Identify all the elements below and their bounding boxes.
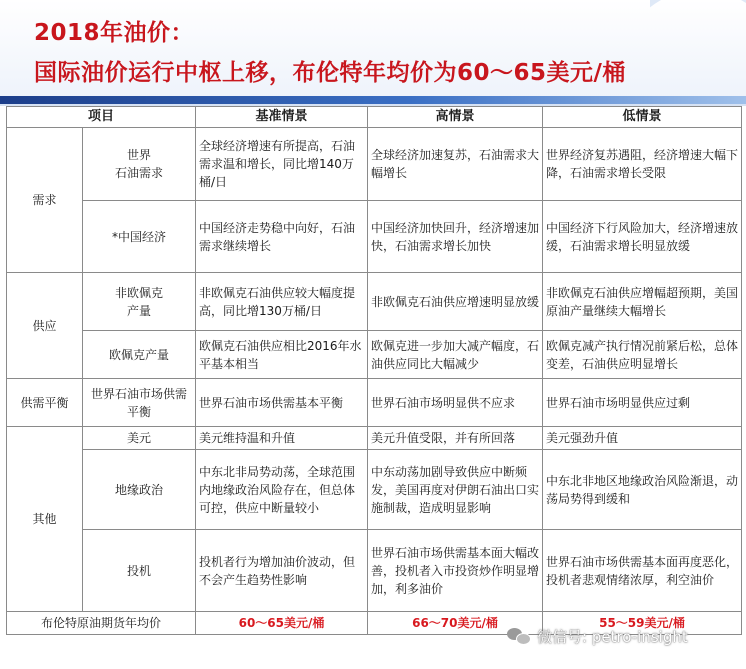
- table-row: [7, 128, 742, 201]
- row-label-china-economy: *中国经济: [83, 201, 196, 273]
- decorative-swoosh: [650, 0, 746, 98]
- row-label-non-opec: 非欧佩克 产量: [83, 273, 196, 331]
- cell-world-demand-low: 世界经济复苏遇阻，经济增速大幅下降，石油需求增长受限: [543, 128, 742, 201]
- group-balance: 供需平衡: [7, 379, 83, 427]
- cell-balance-low: 世界石油市场明显供应过剩: [543, 379, 742, 427]
- cell-china-economy-base: 中国经济走势稳中向好，石油需求继续增长: [196, 201, 368, 273]
- cell-opec-base: 欧佩克石油供应相比2016年水平基本相当: [196, 331, 368, 379]
- table-header-row: [7, 107, 742, 128]
- accent-band: [0, 96, 746, 104]
- footer-label: 布伦特原油期货年均价: [7, 612, 196, 635]
- oil-price-scenario-table: [6, 106, 742, 635]
- header-item: 项目: [7, 107, 196, 128]
- row-label-speculation: 投机: [83, 530, 196, 612]
- cell-non-opec-high: 非欧佩克石油供应增速明显放缓: [368, 273, 543, 331]
- cell-balance-high: 世界石油市场明显供不应求: [368, 379, 543, 427]
- row-label-usd: 美元: [83, 427, 196, 450]
- cell-world-demand-high: 全球经济加速复苏，石油需求大幅增长: [368, 128, 543, 201]
- row-label-opec: 欧佩克产量: [83, 331, 196, 379]
- row-label-balance: 世界石油市场供需平衡: [83, 379, 196, 427]
- header-base: 基准情景: [196, 107, 368, 128]
- row-label-world-demand: 世界 石油需求: [83, 128, 196, 201]
- footer-high-price: 66～70美元/桶: [368, 612, 543, 635]
- cell-world-demand-base: 全球经济增速有所提高，石油需求温和增长，同比增140万桶/日: [196, 128, 368, 201]
- group-supply: 供应: [7, 273, 83, 379]
- page-subtitle: 国际油价运行中枢上移，布伦特年均价为60～65美元/桶: [34, 60, 626, 86]
- cell-usd-base: 美元维持温和升值: [196, 427, 368, 450]
- wechat-icon: [507, 626, 531, 646]
- table-row: [7, 450, 742, 530]
- table-row: [7, 331, 742, 379]
- table-row: [7, 273, 742, 331]
- title-block: [0, 0, 746, 98]
- header-high: 高情景: [368, 107, 543, 128]
- row-label-geopolitics: 地缘政治: [83, 450, 196, 530]
- cell-usd-high: 美元升值受限，并有所回落: [368, 427, 543, 450]
- table-row: [7, 427, 742, 450]
- group-other: 其他: [7, 427, 83, 612]
- table-row: [7, 530, 742, 612]
- cell-speculation-low: 世界石油市场供需基本面再度恶化，投机者悲观情绪浓厚，利空油价: [543, 530, 742, 612]
- watermark-text: 微信号: petro-insight: [537, 627, 688, 646]
- cell-usd-low: 美元强劲升值: [543, 427, 742, 450]
- cell-speculation-base: 投机者行为增加油价波动，但不会产生趋势性影响: [196, 530, 368, 612]
- footer-low-price: 55～59美元/桶: [543, 612, 742, 635]
- header-low: 低情景: [543, 107, 742, 128]
- cell-non-opec-base: 非欧佩克石油供应较大幅度提高，同比增130万桶/日: [196, 273, 368, 331]
- group-demand: 需求: [7, 128, 83, 273]
- cell-geopolitics-low: 中东北非地区地缘政治风险渐退，动荡局势得到缓和: [543, 450, 742, 530]
- table-row: [7, 379, 742, 427]
- cell-opec-high: 欧佩克进一步加大减产幅度，石油供应同比大幅减少: [368, 331, 543, 379]
- cell-geopolitics-high: 中东动荡加剧导致供应中断频发，美国再度对伊朗石油出口实施制裁，造成明显影响: [368, 450, 543, 530]
- cell-china-economy-low: 中国经济下行风险加大，经济增速放缓，石油需求增长明显放缓: [543, 201, 742, 273]
- cell-speculation-high: 世界石油市场供需基本面大幅改善，投机者入市投资炒作明显增加，利多油价: [368, 530, 543, 612]
- cell-opec-low: 欧佩克减产执行情况前紧后松，总体变差，石油供应明显增长: [543, 331, 742, 379]
- cell-geopolitics-base: 中东北非局势动荡，全球范围内地缘政治风险存在，但总体可控，供应中断量较小: [196, 450, 368, 530]
- footer-base-price: 60～65美元/桶: [196, 612, 368, 635]
- table-row: [7, 201, 742, 273]
- cell-balance-base: 世界石油市场供需基本平衡: [196, 379, 368, 427]
- cell-non-opec-low: 非欧佩克石油供应增幅超预期，美国原油产量继续大幅增长: [543, 273, 742, 331]
- watermark: [507, 621, 743, 651]
- page-title: 2018年油价：: [34, 20, 195, 46]
- cell-china-economy-high: 中国经济加快回升，经济增速加快，石油需求增长加快: [368, 201, 543, 273]
